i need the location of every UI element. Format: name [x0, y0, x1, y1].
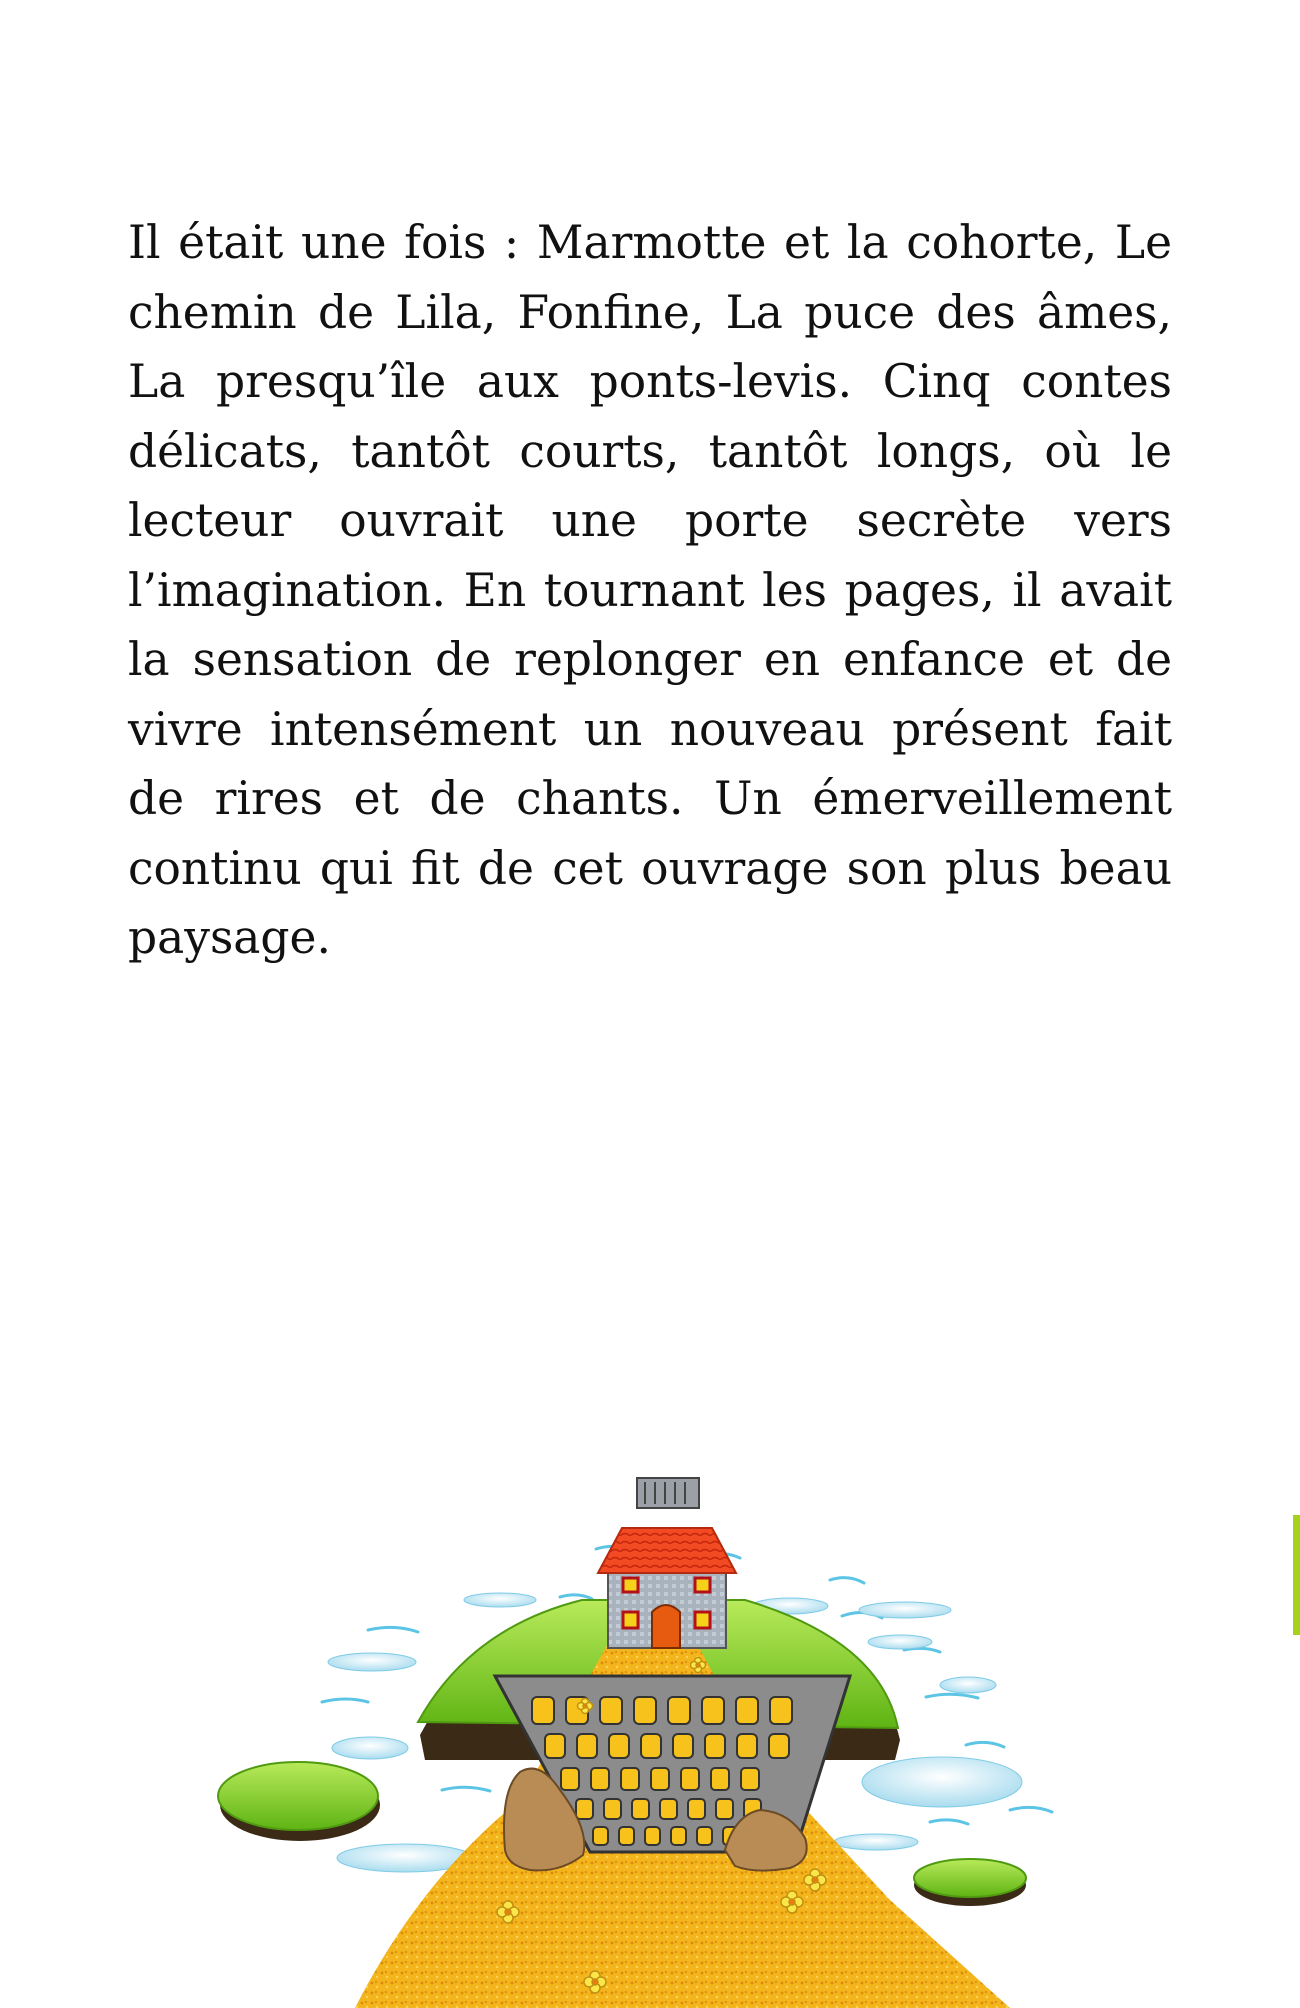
house-icon: [598, 1478, 736, 1648]
edge-color-strip: [1293, 1515, 1300, 1635]
island-illustration: [200, 1440, 1100, 2008]
blurb-text: Il était une fois : Marmotte et la cohorte, Le chemin de Lila, Fonfine, La puce des âmes, La presqu’île aux ponts-levis. Cinq contes délicats, tantôt courts, tantôt longs, où le lecteur ouvrait une porte secrète vers l’imagination. En tournant les pages, il avait la sensation de replonger en enfance et de vivre intensément un nouveau présent fait de rires et de chants. Un émerveillement continu qui fit de cet ouvrage son plus beau paysage.: [128, 216, 1172, 964]
